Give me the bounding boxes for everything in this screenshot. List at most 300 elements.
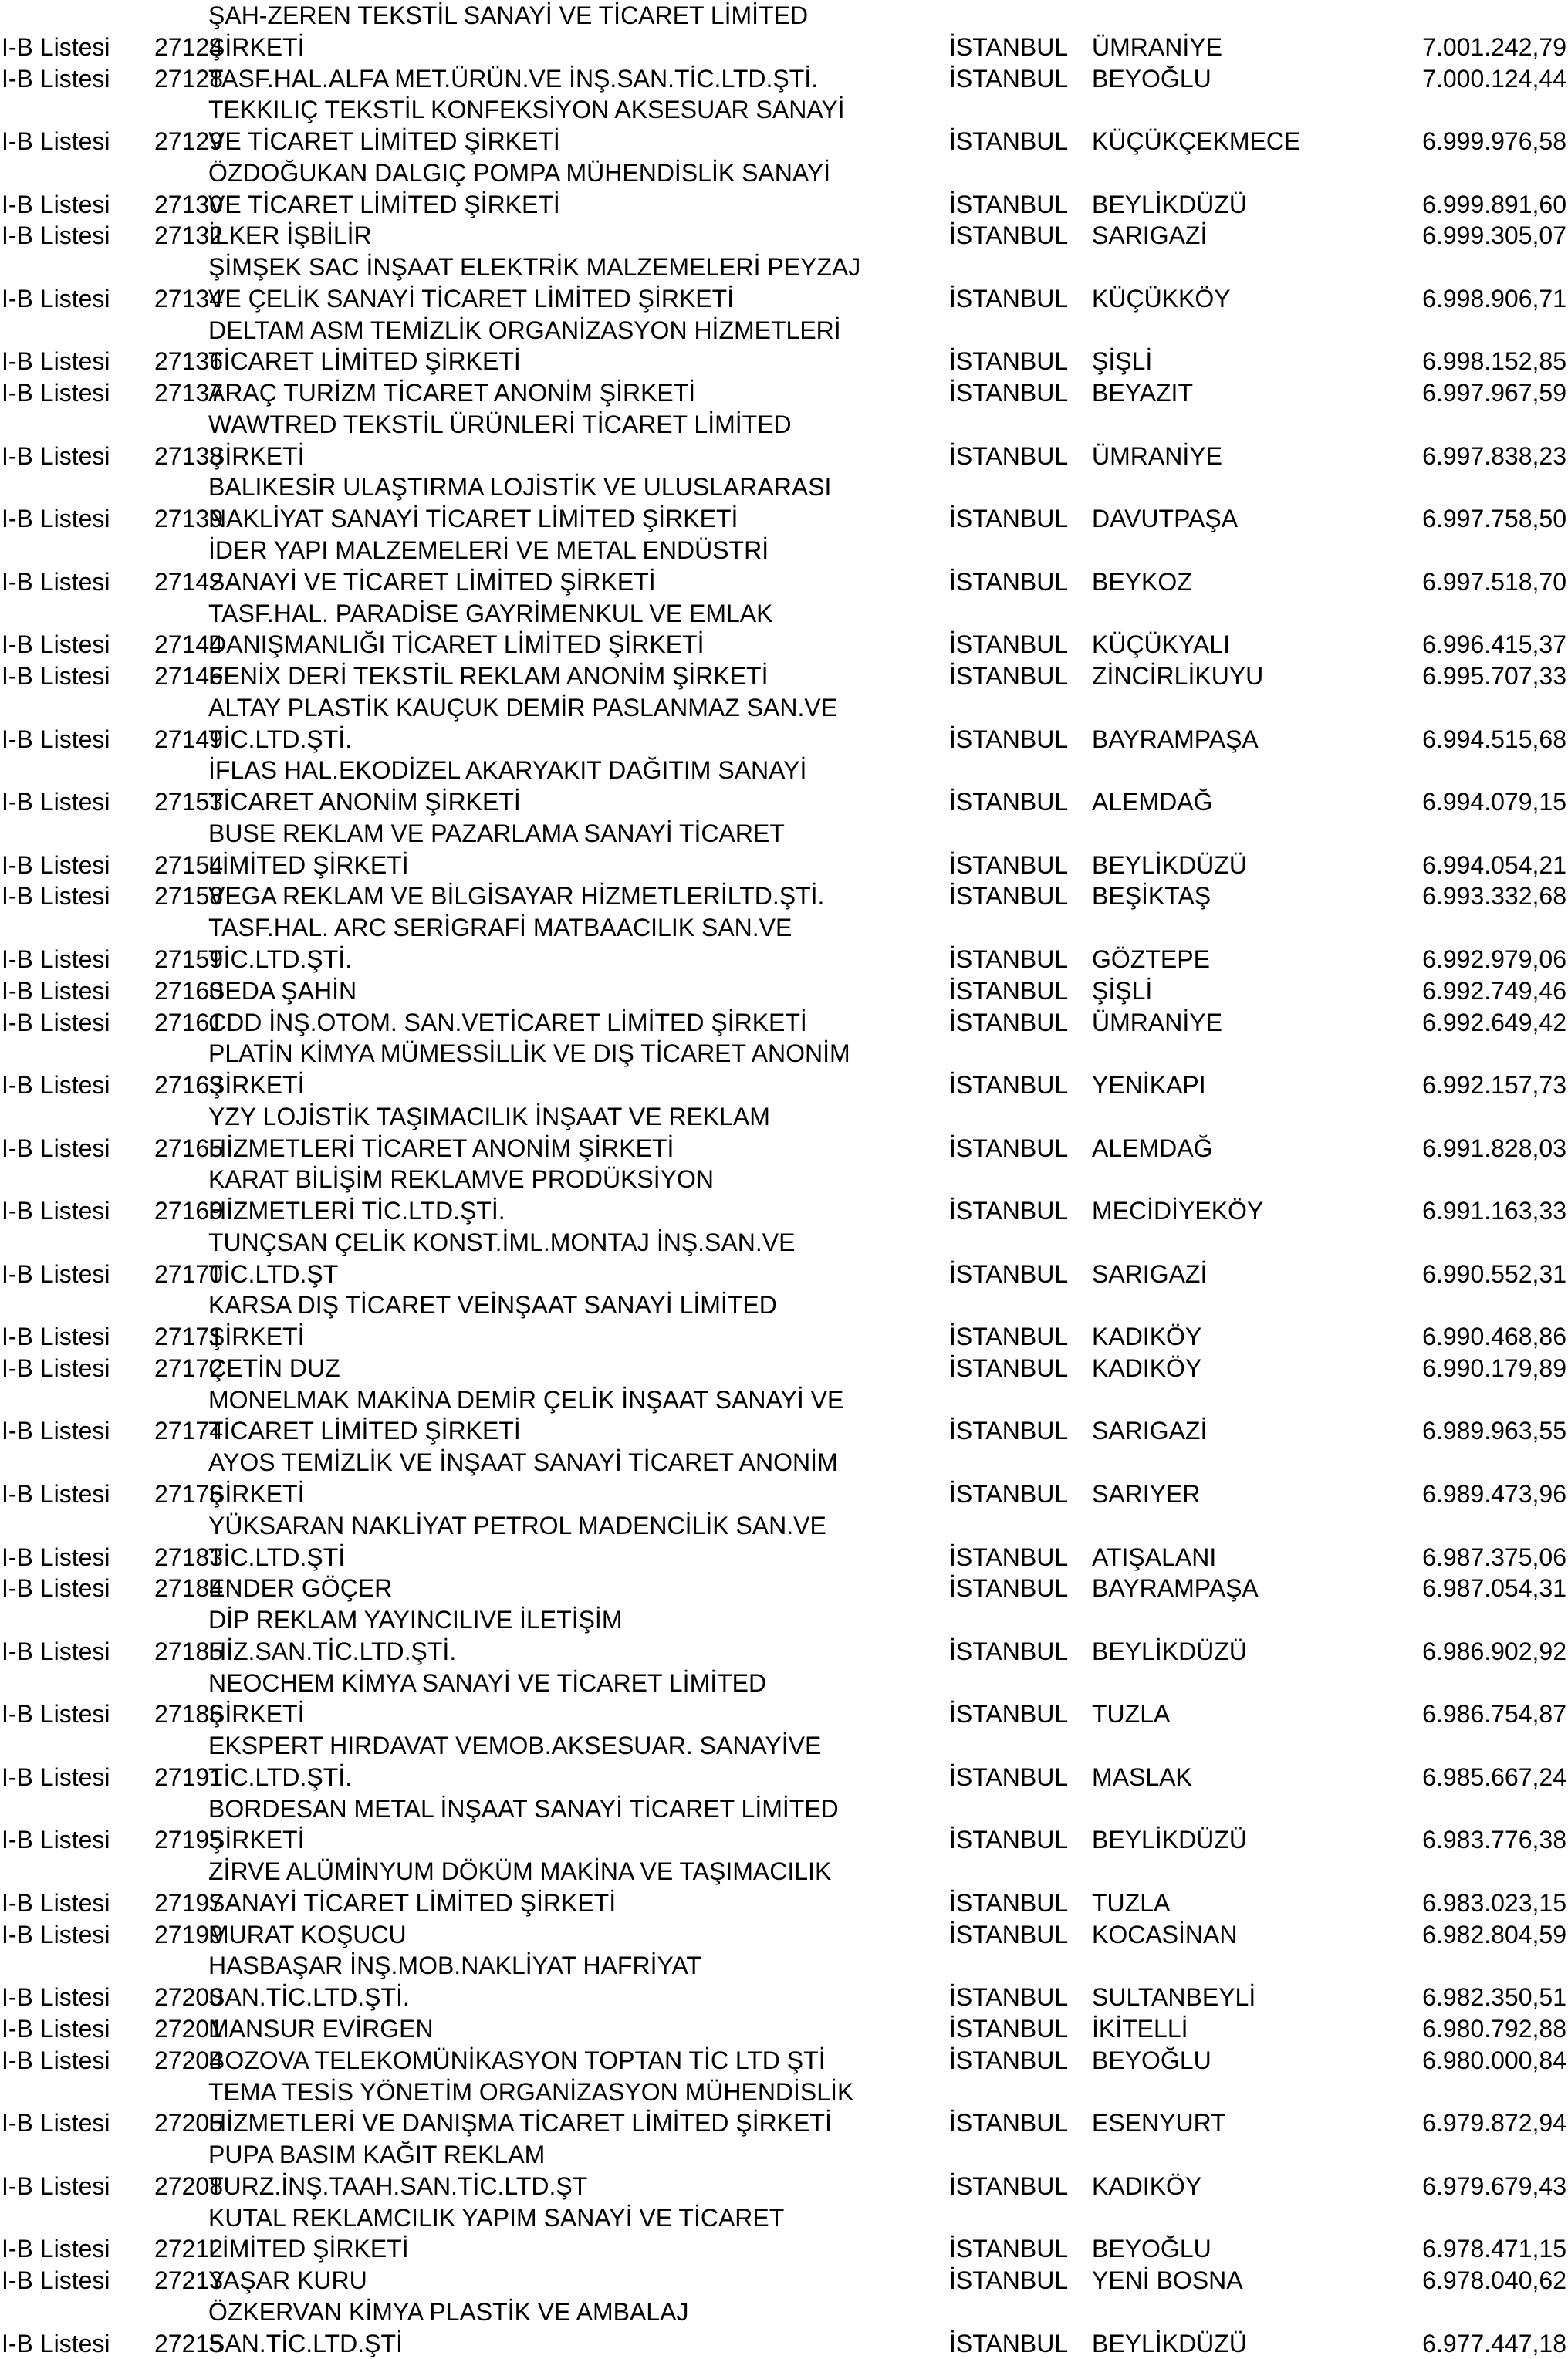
- table-row-main-line: [0, 2233, 1568, 2265]
- amount-cell: 6.982.804,59: [1422, 1920, 1566, 1948]
- table-row-main-line: [0, 1542, 1568, 1573]
- list-label: I-B Listesi: [2, 1637, 110, 1665]
- table-row-main-line: [0, 441, 1568, 472]
- company-name-wrap-line: [0, 1604, 1568, 1636]
- amount-cell: 6.989.963,55: [1422, 1417, 1566, 1445]
- amount-cell: 6.987.054,31: [1422, 1574, 1566, 1603]
- city-cell: İSTANBUL: [949, 1700, 1069, 1729]
- company-name: ŞİRKETİ: [208, 1826, 305, 1854]
- table-row-main-line: [0, 1321, 1568, 1353]
- company-name-top: TASF.HAL. PARADİSE GAYRİMENKUL VE EMLAK: [208, 599, 773, 627]
- company-name: HİZMETLERİ VE DANIŞMA TİCARET LİMİTED ŞİRKETİ: [208, 2109, 832, 2138]
- district-cell: TUZLA: [1092, 1888, 1171, 1917]
- company-name-top: KARAT BİLİŞİM REKLAMVE PRODÜKSİYON: [208, 1165, 714, 1194]
- row-number: 27128: [154, 64, 223, 93]
- company-name-top: BUSE REKLAM VE PAZARLAMA SANAYİ TİCARET: [208, 819, 785, 847]
- city-cell: İSTANBUL: [949, 441, 1069, 470]
- company-name-wrap-line: [0, 1730, 1568, 1762]
- amount-cell: 6.995.707,33: [1422, 662, 1566, 691]
- city-cell: İSTANBUL: [949, 221, 1069, 250]
- list-label: I-B Listesi: [2, 2046, 110, 2074]
- district-cell: ÜMRANİYE: [1092, 441, 1222, 470]
- amount-cell: 6.999.976,58: [1422, 127, 1566, 156]
- city-cell: İSTANBUL: [949, 2171, 1069, 2200]
- table-row-main-line: [0, 377, 1568, 409]
- list-label: I-B Listesi: [2, 1983, 110, 2012]
- district-cell: ALEMDAĞ: [1092, 1134, 1213, 1162]
- table-row-main-line: [0, 346, 1568, 377]
- amount-cell: 6.990.468,86: [1422, 1323, 1566, 1351]
- row-number: 27130: [154, 190, 223, 218]
- table-row: [0, 2077, 1568, 2140]
- table-row: [0, 1101, 1568, 1164]
- row-number: 27142: [154, 567, 223, 596]
- row-number: 27169: [154, 1197, 223, 1225]
- city-cell: İSTANBUL: [949, 379, 1069, 407]
- district-cell: SARIYER: [1092, 1479, 1201, 1508]
- amount-cell: 7.000.124,44: [1422, 64, 1566, 93]
- city-cell: İSTANBUL: [949, 190, 1069, 218]
- row-number: 27137: [154, 379, 223, 407]
- district-cell: BAYRAMPAŞA: [1092, 725, 1259, 753]
- company-name-top: AYOS TEMİZLİK VE İNŞAAT SANAYİ TİCARET ANONİM: [208, 1448, 838, 1477]
- list-label: I-B Listesi: [2, 1574, 110, 1603]
- list-label: I-B Listesi: [2, 1543, 110, 1571]
- list-label: I-B Listesi: [2, 725, 110, 753]
- district-cell: ÜMRANİYE: [1092, 1008, 1222, 1036]
- company-name: TİC.LTD.ŞTİ: [208, 1543, 346, 1571]
- company-name-wrap-line: [0, 2202, 1568, 2234]
- table-row-main-line: [0, 1415, 1568, 1447]
- table-row: [0, 1793, 1568, 1857]
- row-number: 27197: [154, 1888, 223, 1917]
- list-label: I-B Listesi: [2, 1700, 110, 1729]
- table-row: [0, 880, 1568, 912]
- table-row-main-line: [0, 1636, 1568, 1668]
- table-row: [0, 1510, 1568, 1573]
- city-cell: İSTANBUL: [949, 1134, 1069, 1162]
- table-row-main-line: [0, 1133, 1568, 1164]
- amount-cell: 6.983.023,15: [1422, 1888, 1566, 1917]
- table-row: [0, 2139, 1568, 2202]
- company-name-top: YZY LOJİSTİK TAŞIMACILIK İNŞAAT VE REKLAM: [208, 1102, 770, 1130]
- amount-cell: 6.987.375,06: [1422, 1543, 1566, 1571]
- table-row: [0, 409, 1568, 472]
- amount-cell: 6.985.667,24: [1422, 1762, 1566, 1791]
- city-cell: İSTANBUL: [949, 1888, 1069, 1917]
- table-row: [0, 94, 1568, 157]
- amount-cell: 6.979.679,43: [1422, 2171, 1566, 2200]
- list-label: I-B Listesi: [2, 1134, 110, 1162]
- company-name-top: TASF.HAL. ARC SERİGRAFİ MATBAACILIK SAN.VE: [208, 914, 792, 942]
- table-row-main-line: [0, 1479, 1568, 1510]
- company-name-wrap-line: [0, 818, 1568, 850]
- table-row-main-line: [0, 1919, 1568, 1951]
- company-name-top: ÖZDOĞUKAN DALGIÇ POMPA MÜHENDİSLİK SANAYİ: [208, 158, 831, 187]
- list-label: I-B Listesi: [2, 190, 110, 218]
- company-name-wrap-line: [0, 535, 1568, 566]
- district-cell: SARIGAZİ: [1092, 1259, 1208, 1288]
- company-name: VE TİCARET LİMİTED ŞİRKETİ: [208, 190, 560, 218]
- company-name-top: YÜKSARAN NAKLİYAT PETROL MADENCİLİK SAN.VE: [208, 1511, 826, 1539]
- district-cell: SARIGAZİ: [1092, 221, 1208, 250]
- row-number: 27195: [154, 1826, 223, 1854]
- company-name-wrap-line: [0, 1950, 1568, 1982]
- amount-cell: 6.994.079,15: [1422, 788, 1566, 816]
- table-row: [0, 1950, 1568, 2013]
- row-number: 27149: [154, 725, 223, 753]
- table-row-main-line: [0, 2265, 1568, 2296]
- table-row: [0, 252, 1568, 315]
- company-name-top: EKSPERT HIRDAVAT VEMOB.AKSESUAR. SANAYİVE: [208, 1732, 822, 1760]
- amount-cell: 6.998.906,71: [1422, 284, 1566, 313]
- company-name-wrap-line: [0, 1384, 1568, 1416]
- table-row-main-line: [0, 661, 1568, 692]
- table-row-main-line: [0, 1259, 1568, 1290]
- list-label: I-B Listesi: [2, 32, 110, 61]
- list-label: I-B Listesi: [2, 1197, 110, 1225]
- district-cell: YENİKAPI: [1092, 1071, 1206, 1100]
- city-cell: İSTANBUL: [949, 1637, 1069, 1665]
- city-cell: İSTANBUL: [949, 1479, 1069, 1508]
- list-label: I-B Listesi: [2, 882, 110, 911]
- company-name: HİZMETLERİ TİCARET ANONİM ŞİRKETİ: [208, 1134, 674, 1162]
- company-name-top: ŞAH-ZEREN TEKSTİL SANAYİ VE TİCARET LİMİTED: [208, 2, 809, 29]
- list-label: I-B Listesi: [2, 662, 110, 691]
- row-number: 27124: [154, 32, 223, 61]
- amount-cell: 6.989.473,96: [1422, 1479, 1566, 1508]
- city-cell: İSTANBUL: [949, 1354, 1069, 1382]
- list-label: I-B Listesi: [2, 1354, 110, 1382]
- table-row: [0, 661, 1568, 692]
- row-number: 27199: [154, 1920, 223, 1948]
- table-row: [0, 377, 1568, 409]
- amount-cell: 6.980.792,88: [1422, 2015, 1566, 2043]
- company-name: TİC.LTD.ŞTİ.: [208, 725, 353, 753]
- district-cell: KÜÇÜKKÖY: [1092, 284, 1231, 313]
- table-row-main-line: [0, 1698, 1568, 1730]
- company-name: ŞİRKETİ: [208, 1071, 305, 1100]
- district-cell: İKİTELLİ: [1092, 2015, 1188, 2043]
- table-row: [0, 1353, 1568, 1384]
- row-number: 27174: [154, 1417, 223, 1445]
- city-cell: İSTANBUL: [949, 1323, 1069, 1351]
- district-cell: ALEMDAĞ: [1092, 788, 1213, 816]
- list-label: I-B Listesi: [2, 2266, 110, 2295]
- city-cell: İSTANBUL: [949, 32, 1069, 61]
- row-number: 27185: [154, 1637, 223, 1665]
- table-row-main-line: [0, 880, 1568, 912]
- amount-cell: 6.997.758,50: [1422, 505, 1566, 533]
- list-label: I-B Listesi: [2, 284, 110, 313]
- amount-cell: 6.990.552,31: [1422, 1259, 1566, 1288]
- company-name-wrap-line: [0, 912, 1568, 944]
- list-label: I-B Listesi: [2, 1323, 110, 1351]
- company-name: VE ÇELİK SANAYİ TİCARET LİMİTED ŞİRKETİ: [208, 284, 735, 313]
- company-name: NAKLİYAT SANAYİ TİCARET LİMİTED ŞİRKETİ: [208, 505, 738, 533]
- row-number: 27159: [154, 945, 223, 973]
- company-name: VEGA REKLAM VE BİLGİSAYAR HİZMETLERİLTD.ŞTİ.: [208, 882, 825, 911]
- amount-cell: 6.994.054,21: [1422, 850, 1566, 879]
- company-name-wrap-line: [0, 0, 1568, 32]
- company-name: ŞİRKETİ: [208, 1323, 305, 1351]
- list-label: I-B Listesi: [2, 945, 110, 973]
- company-name: İLKER İŞBİLİR: [208, 221, 372, 250]
- table-row: [0, 1919, 1568, 1951]
- amount-cell: 6.977.447,18: [1422, 2329, 1566, 2357]
- table-row: [0, 1007, 1568, 1039]
- district-cell: BEYOĞLU: [1092, 2046, 1211, 2074]
- company-name-wrap-line: [0, 1164, 1568, 1195]
- city-cell: İSTANBUL: [949, 1008, 1069, 1036]
- city-cell: İSTANBUL: [949, 1071, 1069, 1100]
- company-name: VE TİCARET LİMİTED ŞİRKETİ: [208, 127, 560, 156]
- amount-cell: 6.999.891,60: [1422, 190, 1566, 218]
- row-number: 27161: [154, 1008, 223, 1036]
- company-name: TİCARET ANONİM ŞİRKETİ: [208, 788, 521, 816]
- city-cell: İSTANBUL: [949, 2266, 1069, 2295]
- row-number: 27213: [154, 2266, 223, 2295]
- company-name: SANAYİ VE TİCARET LİMİTED ŞİRKETİ: [208, 567, 656, 596]
- city-cell: İSTANBUL: [949, 2109, 1069, 2138]
- city-cell: İSTANBUL: [949, 2329, 1069, 2357]
- company-name: MANSUR EVİRGEN: [208, 2015, 434, 2043]
- list-label: I-B Listesi: [2, 1259, 110, 1288]
- amount-cell: 6.996.415,37: [1422, 630, 1566, 659]
- table-row: [0, 2013, 1568, 2045]
- table-row: [0, 598, 1568, 661]
- list-label: I-B Listesi: [2, 221, 110, 250]
- table-row-main-line: [0, 189, 1568, 221]
- amount-cell: 6.998.152,85: [1422, 347, 1566, 376]
- city-cell: İSTANBUL: [949, 1417, 1069, 1445]
- table-row-main-line: [0, 220, 1568, 252]
- amount-cell: 6.992.649,42: [1422, 1008, 1566, 1036]
- row-number: 27186: [154, 1700, 223, 1729]
- company-name: BOZOVA TELEKOMÜNİKASYON TOPTAN TİC LTD ŞTİ: [208, 2046, 826, 2074]
- company-name-wrap-line: [0, 94, 1568, 126]
- district-cell: KADIKÖY: [1092, 2171, 1202, 2200]
- company-name: TİCARET LİMİTED ŞİRKETİ: [208, 347, 521, 376]
- list-label: I-B Listesi: [2, 64, 110, 93]
- list-label: I-B Listesi: [2, 505, 110, 533]
- list-label: I-B Listesi: [2, 1888, 110, 1917]
- row-number: 27172: [154, 1354, 223, 1382]
- list-label: I-B Listesi: [2, 379, 110, 407]
- row-number: 27144: [154, 630, 223, 659]
- company-name: ENDER GÖÇER: [208, 1574, 393, 1603]
- list-label: I-B Listesi: [2, 1826, 110, 1854]
- row-number: 27132: [154, 221, 223, 250]
- table-row: [0, 63, 1568, 95]
- district-cell: KADIKÖY: [1092, 1354, 1202, 1382]
- row-number: 27208: [154, 2171, 223, 2200]
- row-number: 27176: [154, 1479, 223, 1508]
- district-cell: YENİ BOSNA: [1092, 2266, 1243, 2295]
- district-cell: KOCASİNAN: [1092, 1920, 1238, 1948]
- city-cell: İSTANBUL: [949, 1920, 1069, 1948]
- table-row-main-line: [0, 1824, 1568, 1856]
- company-name-wrap-line: [0, 1447, 1568, 1479]
- city-cell: İSTANBUL: [949, 127, 1069, 156]
- company-name: HİZMETLERİ TİC.LTD.ŞTİ.: [208, 1197, 505, 1225]
- list-label: I-B Listesi: [2, 1071, 110, 1100]
- city-cell: İSTANBUL: [949, 1543, 1069, 1571]
- company-name: TİC.LTD.ŞTİ.: [208, 945, 353, 973]
- company-name-wrap-line: [0, 409, 1568, 441]
- company-name-wrap-line: [0, 1227, 1568, 1259]
- list-label: I-B Listesi: [2, 1479, 110, 1508]
- company-name: CDD İNŞ.OTOM. SAN.VETİCARET LİMİTED ŞİRKETİ: [208, 1008, 807, 1036]
- table-row: [0, 1447, 1568, 1510]
- company-name-top: BALIKESİR ULAŞTIRMA LOJİSTİK VE ULUSLARARASI: [208, 473, 832, 502]
- amount-cell: 6.978.471,15: [1422, 2235, 1566, 2263]
- company-name-wrap-line: [0, 755, 1568, 786]
- table-row: [0, 1289, 1568, 1353]
- city-cell: İSTANBUL: [949, 2015, 1069, 2043]
- district-cell: BEYOĞLU: [1092, 64, 1211, 93]
- table-row: [0, 1384, 1568, 1448]
- amount-cell: 6.997.967,59: [1422, 379, 1566, 407]
- company-name-wrap-line: [0, 1793, 1568, 1825]
- table-row: [0, 1038, 1568, 1101]
- amount-cell: 6.986.754,87: [1422, 1700, 1566, 1729]
- district-cell: BEYOĞLU: [1092, 2235, 1211, 2263]
- company-name: TİC.LTD.ŞT: [208, 1259, 339, 1288]
- row-number: 27204: [154, 2046, 223, 2074]
- city-cell: İSTANBUL: [949, 945, 1069, 973]
- district-cell: ZİNCİRLİKUYU: [1092, 662, 1264, 691]
- city-cell: İSTANBUL: [949, 1197, 1069, 1225]
- company-name-top: MONELMAK MAKİNA DEMİR ÇELİK İNŞAAT SANAYİ VE: [208, 1385, 844, 1414]
- company-name-wrap-line: [0, 2139, 1568, 2171]
- amount-cell: 6.992.979,06: [1422, 945, 1566, 973]
- row-number: 27160: [154, 976, 223, 1005]
- company-name-top: WAWTRED TEKSTİL ÜRÜNLERİ TİCARET LİMİTED: [208, 410, 792, 438]
- company-name: LİMİTED ŞİRKETİ: [208, 850, 409, 879]
- company-name-top: PLATİN KİMYA MÜMESSİLLİK VE DIŞ TİCARET ANONİM: [208, 1039, 850, 1068]
- company-name-wrap-line: [0, 692, 1568, 724]
- amount-cell: 6.997.838,23: [1422, 441, 1566, 470]
- row-number: 27163: [154, 1071, 223, 1100]
- table-row: [0, 2296, 1568, 2359]
- company-name: TASF.HAL.ALFA MET.ÜRÜN.VE İNŞ.SAN.TİC.LTD.ŞTİ.: [208, 64, 819, 93]
- amount-cell: 6.991.163,33: [1422, 1197, 1566, 1225]
- table-row-main-line: [0, 566, 1568, 598]
- district-cell: GÖZTEPE: [1092, 945, 1210, 973]
- city-cell: İSTANBUL: [949, 976, 1069, 1005]
- row-number: 27183: [154, 1543, 223, 1571]
- company-name: YAŞAR KURU: [208, 2266, 367, 2295]
- district-cell: ŞİŞLİ: [1092, 976, 1153, 1005]
- list-label: I-B Listesi: [2, 1762, 110, 1791]
- district-cell: SARIGAZİ: [1092, 1417, 1208, 1445]
- row-number: 27184: [154, 1574, 223, 1603]
- table-row-main-line: [0, 944, 1568, 975]
- company-name-top: KARSA DIŞ TİCARET VEİNŞAAT SANAYİ LİMİTED: [208, 1291, 777, 1320]
- table-row: [0, 1668, 1568, 1731]
- table-row: [0, 471, 1568, 535]
- list-label: I-B Listesi: [2, 630, 110, 659]
- table-row-main-line: [0, 283, 1568, 315]
- table-row-main-line: [0, 2107, 1568, 2139]
- district-cell: BEYLİKDÜZÜ: [1092, 850, 1247, 879]
- company-name-top: HASBAŞAR İNŞ.MOB.NAKLİYAT HAFRİYAT: [208, 1952, 701, 1980]
- company-name-wrap-line: [0, 2077, 1568, 2108]
- list-label: I-B Listesi: [2, 347, 110, 376]
- company-name-wrap-line: [0, 598, 1568, 630]
- city-cell: İSTANBUL: [949, 284, 1069, 313]
- district-cell: BEYLİKDÜZÜ: [1092, 190, 1247, 218]
- row-number: 27129: [154, 127, 223, 156]
- table-row-main-line: [0, 2013, 1568, 2045]
- company-name-wrap-line: [0, 1856, 1568, 1888]
- table-row-main-line: [0, 786, 1568, 818]
- district-cell: BEYLİKDÜZÜ: [1092, 2329, 1247, 2357]
- list-label: I-B Listesi: [2, 2015, 110, 2043]
- company-name-top: İDER YAPI MALZEMELERİ VE METAL ENDÜSTRİ: [208, 536, 769, 565]
- district-cell: MASLAK: [1092, 1762, 1192, 1791]
- company-name: ARAÇ TURİZM TİCARET ANONİM ŞİRKETİ: [208, 379, 696, 407]
- table-row-main-line: [0, 724, 1568, 755]
- company-name-top: ALTAY PLASTİK KAUÇUK DEMİR PASLANMAZ SAN.VE: [208, 693, 838, 722]
- city-cell: İSTANBUL: [949, 1826, 1069, 1854]
- table-row: [0, 157, 1568, 221]
- company-name-wrap-line: [0, 315, 1568, 346]
- company-name-wrap-line: [0, 157, 1568, 189]
- company-name-wrap-line: [0, 471, 1568, 503]
- table-row: [0, 220, 1568, 252]
- company-name: ŞİRKETİ: [208, 441, 305, 470]
- list-label: I-B Listesi: [2, 2329, 110, 2357]
- list-label: I-B Listesi: [2, 1008, 110, 1036]
- district-cell: BEYKOZ: [1092, 567, 1192, 596]
- row-number: 27200: [154, 1983, 223, 2012]
- row-number: 27139: [154, 505, 223, 533]
- table-row-main-line: [0, 1195, 1568, 1227]
- city-cell: İSTANBUL: [949, 630, 1069, 659]
- city-cell: İSTANBUL: [949, 850, 1069, 879]
- row-number: 27205: [154, 2109, 223, 2138]
- table-row-main-line: [0, 126, 1568, 157]
- table-row-main-line: [0, 1007, 1568, 1039]
- amount-cell: 6.997.518,70: [1422, 567, 1566, 596]
- city-cell: İSTANBUL: [949, 2046, 1069, 2074]
- amount-cell: 6.994.515,68: [1422, 725, 1566, 753]
- company-name: SEDA ŞAHİN: [208, 976, 357, 1005]
- list-label: I-B Listesi: [2, 1417, 110, 1445]
- row-number: 27138: [154, 441, 223, 470]
- row-number: 27165: [154, 1134, 223, 1162]
- city-cell: İSTANBUL: [949, 2235, 1069, 2263]
- row-number: 27215: [154, 2329, 223, 2357]
- company-name-top: ŞİMŞEK SAC İNŞAAT ELEKTRİK MALZEMELERİ PEYZAJ: [208, 253, 861, 282]
- company-name-top: DİP REKLAM YAYINCILIVE İLETİŞİM: [208, 1606, 623, 1634]
- row-number: 27171: [154, 1323, 223, 1351]
- amount-cell: 6.990.179,89: [1422, 1354, 1566, 1382]
- company-name-top: DELTAM ASM TEMİZLİK ORGANİZASYON HİZMETLERİ: [208, 316, 841, 344]
- city-cell: İSTANBUL: [949, 567, 1069, 596]
- district-cell: ESENYURT: [1092, 2109, 1226, 2138]
- company-name-top: ZİRVE ALÜMİNYUM DÖKÜM MAKİNA VE TAŞIMACILIK: [208, 1857, 832, 1886]
- company-name: ŞİRKETİ: [208, 1479, 305, 1508]
- district-cell: ŞİŞLİ: [1092, 347, 1153, 376]
- row-number: 27201: [154, 2015, 223, 2043]
- table-row-main-line: [0, 63, 1568, 95]
- table-row-main-line: [0, 2171, 1568, 2202]
- company-name-top: ÖZKERVAN KİMYA PLASTİK VE AMBALAJ: [208, 2297, 689, 2326]
- table-row: [0, 1730, 1568, 1793]
